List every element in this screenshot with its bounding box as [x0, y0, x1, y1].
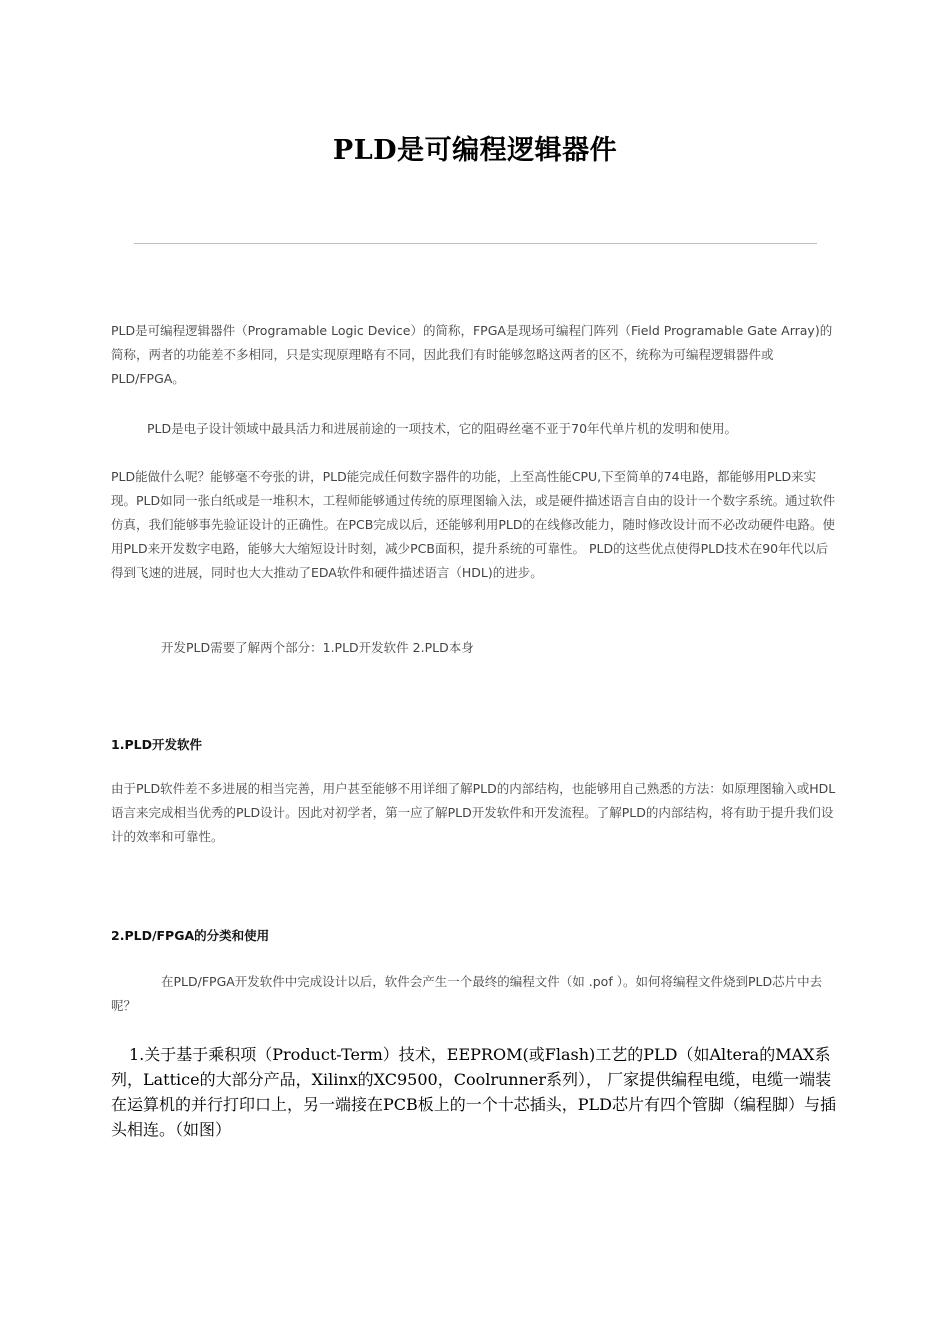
- paragraph-programming-file: 在PLD/FPGA开发软件中完成设计以后，软件会产生一个最终的编程文件（如 .pof ）。如何将编程文件烧到PLD芯片中去呢？: [111, 974, 823, 1013]
- page-title: PLD是可编程逻辑器件: [332, 135, 618, 166]
- paragraph-significance: PLD是电子设计领域中最具活力和进展前途的一项技术，它的阻碍丝毫不亚于70年代单片机的发明和使用。: [147, 421, 738, 436]
- paragraph-two-parts: 开发PLD需要了解两个部分：1.PLD开发软件 2.PLD本身: [161, 640, 474, 655]
- paragraph-product-term: 1.关于基于乘积项（Product-Term）技术，EEPROM(或Flash)工艺的PLD（如Altera的MAX系列，Lattice的大部分产品，Xilinx的XC9500，Coolrunner系列）， 厂家提供编程电缆，电缆一端装在运算机的并行打印口上，另一端接在PCB板上的一个十芯插头，PLD芯片有四个管脚（编程脚）与插头相连。（如图）: [111, 1045, 836, 1139]
- title-divider: [134, 243, 817, 244]
- paragraph-intro: PLD是可编程逻辑器件（Programable Logic Device）的简称，FPGA是现场可编程门阵列（Field Programable Gate Array)的简称，两者的功能差不多相同，只是实现原理略有不同，因此我们有时能够忽略这两者的区不，统称为可编程逻辑器件或PLD/FPGA。: [111, 323, 833, 386]
- section-heading-classification: 2.PLD/FPGA的分类和使用: [111, 928, 270, 943]
- paragraph-capabilities: PLD能做什么呢？能够毫不夸张的讲，PLD能完成任何数字器件的功能，上至高性能CPU,下至简单的74电路，都能够用PLD来实现。PLD如同一张白纸或是一堆积木，工程师能够通过传统的原理图输入法，或是硬件描述语言自由的设计一个数字系统。通过软件仿真，我们能够事先验证设计的正确性。在PCB完成以后，还能够利用PLD的在线修改能力，随时修改设计而不必改动硬件电路。使用PLD来开发数字电路，能够大大缩短设计时刻，减少PCB面积，提升系统的可靠性。 PLD的这些优点使得PLD技术在90年代以后得到飞速的进展，同时也大大推动了EDA软件和硬件描述语言（HDL)的进步。: [111, 469, 836, 580]
- paragraph-software: 由于PLD软件差不多进展的相当完善，用户甚至能够不用详细了解PLD的内部结构，也能够用自己熟悉的方法：如原理图输入或HDL语言来完成相当优秀的PLD设计。因此对初学者，第一应了解PLD开发软件和开发流程。了解PLD的内部结构，将有助于提升我们设计的效率和可靠性。: [111, 781, 836, 844]
- section-heading-software: 1.PLD开发软件: [111, 737, 202, 752]
